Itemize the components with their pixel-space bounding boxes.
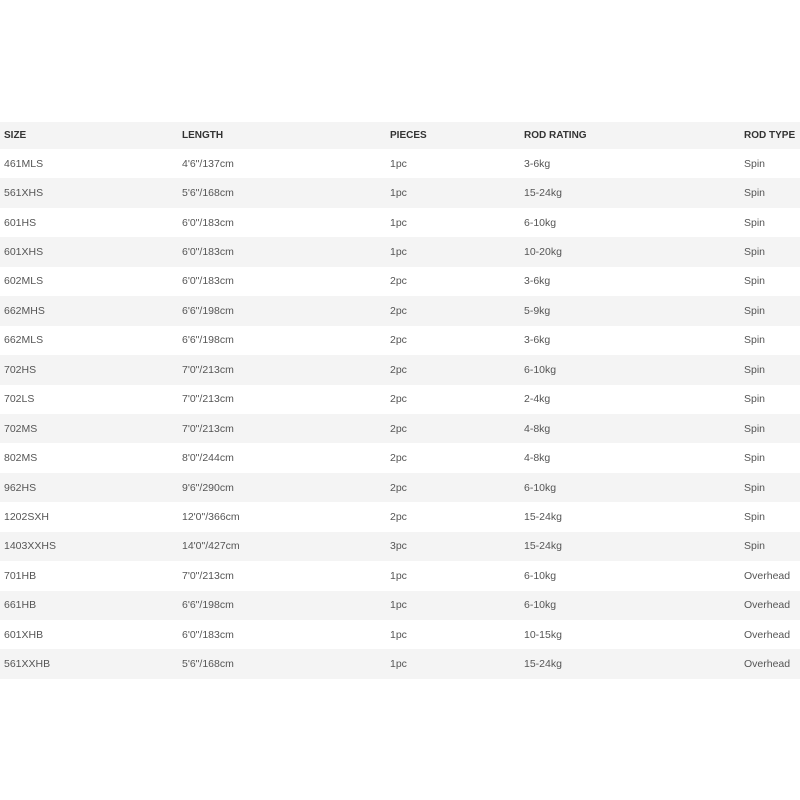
table-row <box>0 620 800 649</box>
cell-length: 7'0"/213cm <box>177 561 385 590</box>
table-row <box>0 267 800 296</box>
column-header-size: SIZE <box>0 122 177 149</box>
cell-size: 702MS <box>0 414 177 443</box>
column-header-rod-type: ROD TYPE <box>739 122 800 149</box>
cell-length: 6'6"/198cm <box>177 591 385 620</box>
header-row <box>0 122 800 149</box>
cell-pieces: 1pc <box>385 208 519 237</box>
cell-pieces: 2pc <box>385 502 519 531</box>
cell-size: 802MS <box>0 443 177 472</box>
cell-rod-type: Overhead <box>739 591 800 620</box>
cell-length: 7'0"/213cm <box>177 414 385 443</box>
cell-pieces: 2pc <box>385 473 519 502</box>
cell-rod-type: Spin <box>739 326 800 355</box>
cell-rod-type: Spin <box>739 296 800 325</box>
cell-rod-rating: 15-24kg <box>519 502 739 531</box>
cell-rod-rating: 6-10kg <box>519 208 739 237</box>
table-row <box>0 237 800 266</box>
cell-length: 12'0"/366cm <box>177 502 385 531</box>
table-row <box>0 355 800 384</box>
cell-rod-type: Spin <box>739 473 800 502</box>
cell-pieces: 3pc <box>385 532 519 561</box>
cell-rod-rating: 4-8kg <box>519 443 739 472</box>
table-row <box>0 443 800 472</box>
cell-length: 6'6"/198cm <box>177 296 385 325</box>
cell-rod-rating: 10-20kg <box>519 237 739 266</box>
cell-rod-type: Overhead <box>739 620 800 649</box>
column-header-length: LENGTH <box>177 122 385 149</box>
cell-pieces: 2pc <box>385 296 519 325</box>
cell-rod-rating: 6-10kg <box>519 473 739 502</box>
cell-length: 7'0"/213cm <box>177 385 385 414</box>
cell-rod-rating: 15-24kg <box>519 532 739 561</box>
cell-size: 1403XXHS <box>0 532 177 561</box>
cell-rod-rating: 3-6kg <box>519 267 739 296</box>
cell-size: 661HB <box>0 591 177 620</box>
cell-length: 5'6"/168cm <box>177 178 385 207</box>
cell-rod-rating: 10-15kg <box>519 620 739 649</box>
cell-rod-type: Spin <box>739 355 800 384</box>
cell-size: 662MHS <box>0 296 177 325</box>
cell-size: 561XXHB <box>0 649 177 678</box>
table-row <box>0 385 800 414</box>
cell-size: 602MLS <box>0 267 177 296</box>
cell-pieces: 1pc <box>385 178 519 207</box>
cell-rod-type: Spin <box>739 178 800 207</box>
cell-rod-type: Spin <box>739 237 800 266</box>
cell-rod-type: Spin <box>739 414 800 443</box>
cell-rod-type: Spin <box>739 385 800 414</box>
table-row <box>0 326 800 355</box>
table-row <box>0 561 800 590</box>
cell-pieces: 2pc <box>385 385 519 414</box>
cell-pieces: 1pc <box>385 620 519 649</box>
column-header-rod-rating: ROD RATING <box>519 122 739 149</box>
cell-rod-type: Spin <box>739 208 800 237</box>
cell-rod-type: Spin <box>739 149 800 178</box>
cell-rod-rating: 6-10kg <box>519 355 739 384</box>
cell-pieces: 2pc <box>385 414 519 443</box>
table-row <box>0 178 800 207</box>
cell-length: 6'0"/183cm <box>177 267 385 296</box>
cell-pieces: 2pc <box>385 355 519 384</box>
cell-rod-rating: 15-24kg <box>519 178 739 207</box>
table-row <box>0 208 800 237</box>
cell-size: 461MLS <box>0 149 177 178</box>
cell-rod-type: Spin <box>739 502 800 531</box>
cell-size: 662MLS <box>0 326 177 355</box>
cell-length: 9'6"/290cm <box>177 473 385 502</box>
cell-rod-rating: 3-6kg <box>519 326 739 355</box>
cell-rod-type: Spin <box>739 443 800 472</box>
cell-length: 14'0"/427cm <box>177 532 385 561</box>
cell-pieces: 2pc <box>385 267 519 296</box>
cell-length: 8'0"/244cm <box>177 443 385 472</box>
cell-size: 701HB <box>0 561 177 590</box>
cell-size: 601XHS <box>0 237 177 266</box>
cell-pieces: 1pc <box>385 649 519 678</box>
table-row <box>0 473 800 502</box>
table-row <box>0 532 800 561</box>
table-row <box>0 296 800 325</box>
table-row <box>0 591 800 620</box>
cell-length: 7'0"/213cm <box>177 355 385 384</box>
cell-rod-rating: 4-8kg <box>519 414 739 443</box>
cell-rod-type: Overhead <box>739 561 800 590</box>
cell-pieces: 1pc <box>385 149 519 178</box>
rod-spec-table <box>0 122 800 679</box>
cell-rod-rating: 6-10kg <box>519 591 739 620</box>
cell-length: 5'6"/168cm <box>177 649 385 678</box>
cell-size: 962HS <box>0 473 177 502</box>
cell-rod-type: Overhead <box>739 649 800 678</box>
cell-rod-rating: 3-6kg <box>519 149 739 178</box>
cell-length: 6'0"/183cm <box>177 620 385 649</box>
table-body <box>0 149 800 679</box>
cell-pieces: 2pc <box>385 326 519 355</box>
cell-size: 601HS <box>0 208 177 237</box>
column-header-pieces: PIECES <box>385 122 519 149</box>
cell-size: 601XHB <box>0 620 177 649</box>
table-row <box>0 649 800 678</box>
cell-length: 6'0"/183cm <box>177 237 385 266</box>
cell-length: 6'0"/183cm <box>177 208 385 237</box>
cell-rod-rating: 2-4kg <box>519 385 739 414</box>
table-header <box>0 122 800 149</box>
cell-pieces: 1pc <box>385 561 519 590</box>
table-row <box>0 502 800 531</box>
cell-rod-type: Spin <box>739 267 800 296</box>
table-row <box>0 414 800 443</box>
cell-length: 4'6"/137cm <box>177 149 385 178</box>
cell-rod-type: Spin <box>739 532 800 561</box>
cell-rod-rating: 5-9kg <box>519 296 739 325</box>
cell-size: 702HS <box>0 355 177 384</box>
cell-pieces: 1pc <box>385 591 519 620</box>
cell-length: 6'6"/198cm <box>177 326 385 355</box>
cell-pieces: 1pc <box>385 237 519 266</box>
cell-rod-rating: 6-10kg <box>519 561 739 590</box>
cell-size: 1202SXH <box>0 502 177 531</box>
cell-size: 561XHS <box>0 178 177 207</box>
spec-table-container <box>0 122 800 679</box>
cell-pieces: 2pc <box>385 443 519 472</box>
cell-size: 702LS <box>0 385 177 414</box>
table-row <box>0 149 800 178</box>
cell-rod-rating: 15-24kg <box>519 649 739 678</box>
